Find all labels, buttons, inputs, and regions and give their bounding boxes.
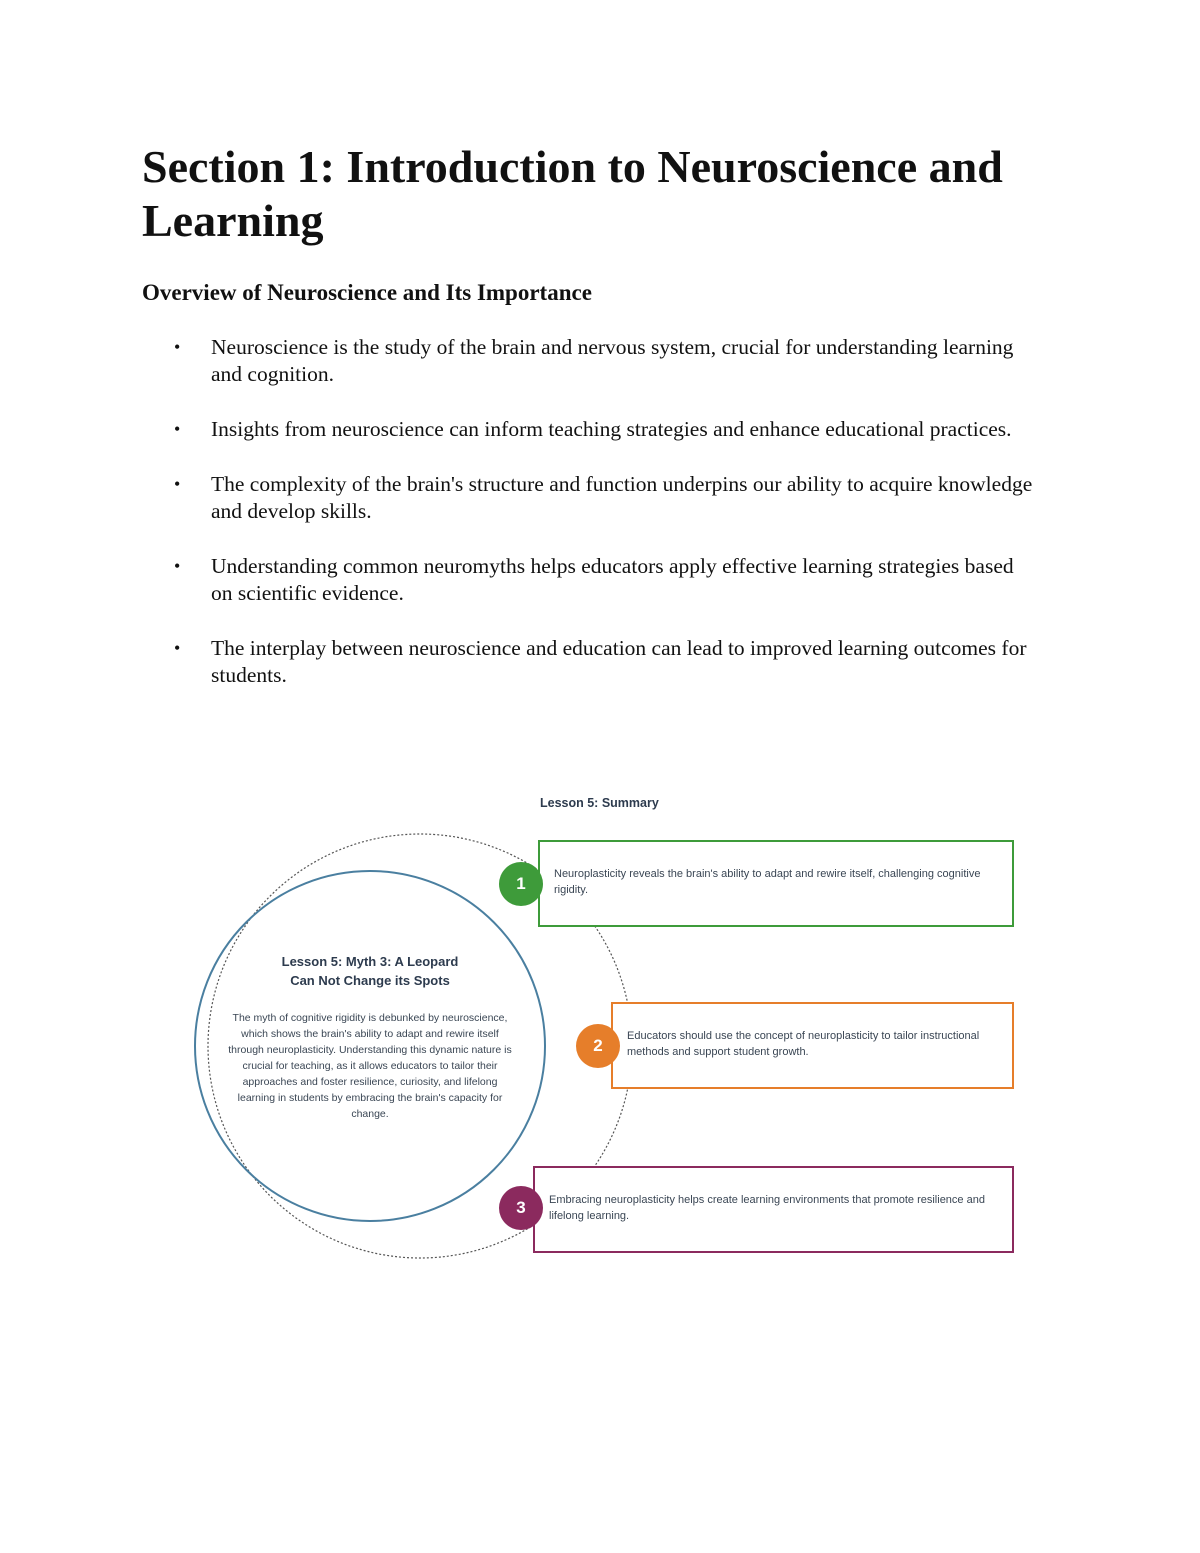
list-item	[170, 635, 1040, 689]
list-item	[170, 334, 1040, 388]
center-body: The myth of cognitive rigidity is debunked by neuroscience, which shows the brain's ability to adapt and rewire itself through neuroplasticity. Understanding this dynamic nature is crucial for teaching, as it allows educators to tailor their approaches and foster resilience, curiosity, and lifelong learning in students by embracing the brain's capacity for change.	[228, 1012, 512, 1120]
list-item	[170, 471, 1040, 525]
lesson-summary-diagram	[180, 790, 1030, 1260]
number-badge-3: 3	[499, 1186, 543, 1230]
summary-box-3	[533, 1166, 1014, 1253]
bullet-icon: •	[174, 337, 181, 357]
bullet-text: The complexity of the brain's structure and function underpins our ability to acquire knowledge and develop skills.	[211, 472, 1033, 523]
summary-text-2: Educators should use the concept of neuroplasticity to tailor instructional methods and support student growth.	[627, 1030, 980, 1058]
list-item	[170, 553, 1040, 607]
summary-text-3: Embracing neuroplasticity helps create learning environments that promote resilience and lifelong learning.	[549, 1194, 985, 1222]
summary-box-1	[538, 840, 1014, 927]
bullet-icon: •	[174, 556, 181, 576]
diagram-title: Lesson 5: Summary	[540, 796, 659, 810]
bullet-icon: •	[174, 474, 181, 494]
page-title: Section 1: Introduction to Neuroscience and Learning	[142, 141, 1003, 246]
center-circle-content	[210, 952, 530, 1122]
bullet-text: Understanding common neuromyths helps educators apply effective learning strategies based on scientific evidence.	[211, 554, 1014, 605]
center-title: Lesson 5: Myth 3: A Leopard Can Not Change its Spots	[281, 954, 459, 988]
bullet-text: Insights from neuroscience can inform teaching strategies and enhance educational practices.	[211, 417, 1012, 441]
bullet-list	[170, 334, 1040, 717]
summary-text-1: Neuroplasticity reveals the brain's ability to adapt and rewire itself, challenging cognitive rigidity.	[554, 868, 981, 896]
summary-box-2	[611, 1002, 1014, 1089]
list-item	[170, 416, 1040, 443]
bullet-text: The interplay between neuroscience and education can lead to improved learning outcomes for students.	[211, 636, 1027, 687]
bullet-text: Neuroscience is the study of the brain and nervous system, crucial for understanding learning and cognition.	[211, 335, 1014, 386]
number-badge-2: 2	[576, 1024, 620, 1068]
bullet-icon: •	[174, 638, 181, 658]
section-subheading: Overview of Neuroscience and Its Importance	[142, 280, 592, 305]
number-badge-1: 1	[499, 862, 543, 906]
bullet-icon: •	[174, 419, 181, 439]
